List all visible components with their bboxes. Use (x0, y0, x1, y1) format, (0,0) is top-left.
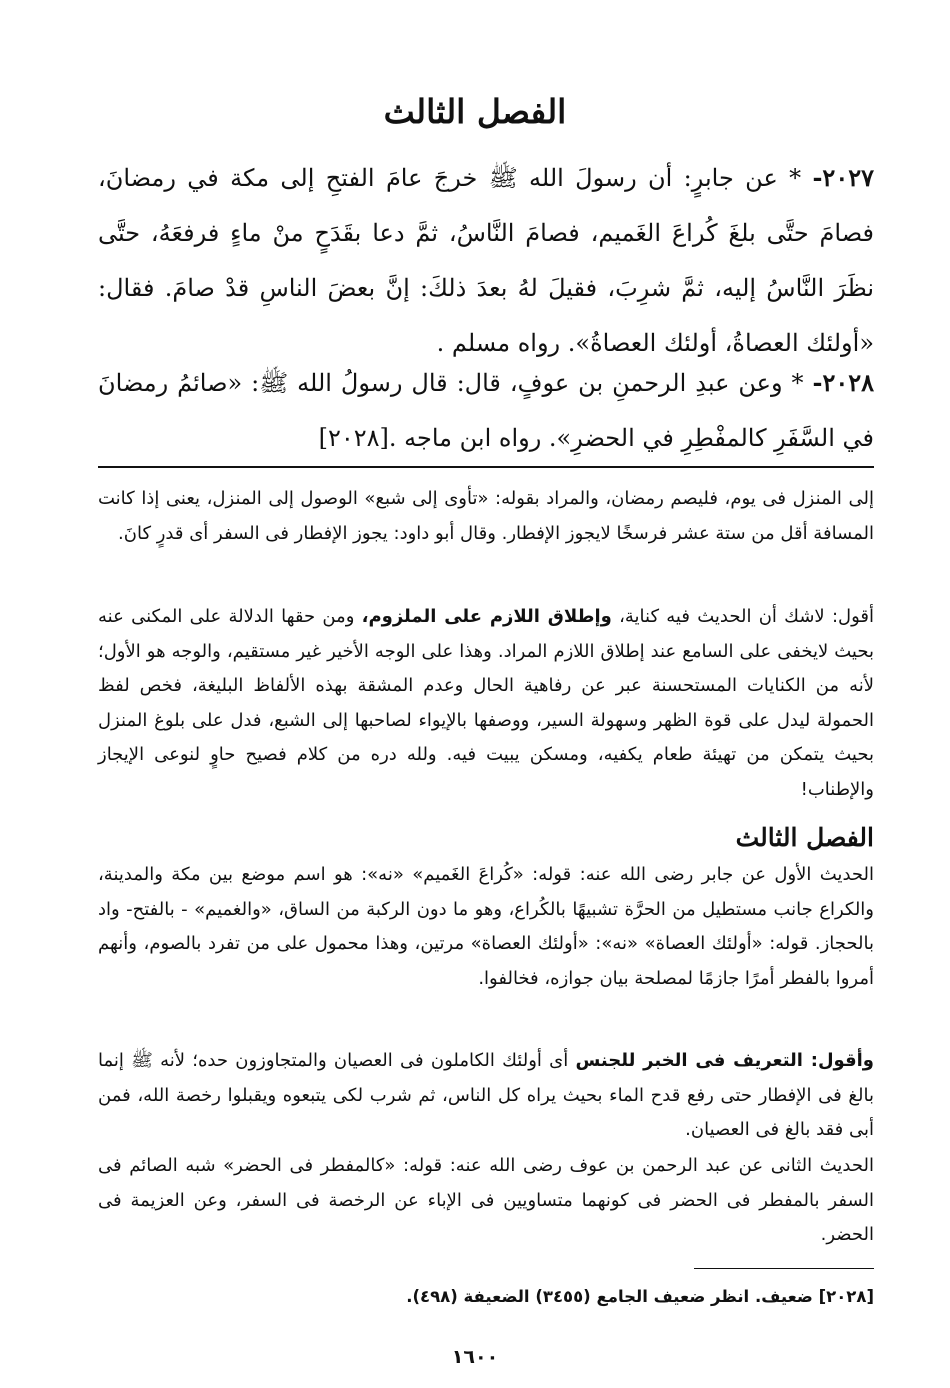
commentary-paragraph-2 (98, 600, 874, 807)
page-number: ١٦٠٠ (451, 1346, 499, 1368)
hadith-2027 (98, 150, 874, 371)
commentary-text: أى أولئك الكاملون فى العصيان والمتجاوزون حده؛ لأنه ﷺ إنما بالغ فى الإفطار حتى رفع قدح الماء بحيث يراه كل الناس، ثم شرب لكى يتبعوه ويقبلوا رخصة الله، فمن أبى فقد بالغ فى العصيان. (98, 1050, 874, 1140)
chapter-title: الفصل الثالث (383, 92, 567, 131)
commentary-paragraph-3: الحديث الأول عن جابر رضى الله عنه: قوله: «كُراعَ الغَميم» «نه»: هو اسم موضع بين مكة والمدينة، والكراع جانب مستطيل من الحرَّة تشبيهًا بالكُراع، وهو ما دون الركبة من الساق، «والغميم» - بالفتح- واد بالحجاز. قوله: «أولئك العصاة» «نه»: «أولئك العصاة» مرتين، وهذا محمول على من تفرد بالصوم، وأنهم أمروا بالفطر أمرًا جازمًا لمصلحة بيان جوازه، فخالفوا. (98, 864, 874, 989)
commentary-paragraph-5: الحديث الثانى عن عبد الرحمن بن عوف رضى الله عنه: قوله: «كالمفطر فى الحضر» شبه الصائم فى السفر بالمفطر فى الحضر فى كونهما متساويين فى الإباء عن الرخصة فى السفر، وعن العزيمة فى الحضر. (98, 1155, 874, 1245)
hadith-text: * وعن عبدِ الرحمنِ بن عوفٍ، قال: قال رسولُ الله ﷺ: «صائمُ رمضانَ في السَّفَرِ كالمفْطِرِ في الحضرِ». رواه ابن ماجه .[٢٠٢٨] (98, 369, 874, 452)
section-title: الفصل الثالث (735, 823, 874, 852)
commentary-text: ومن حقها الدلالة على المكنى عنه بحيث لايخفى على السامع عند إطلاق اللازم المراد. وهذا على الوجه الأخير غير مستقيم، والوجه هو الأول؛ لأنه من الكنايات المستحسنة عبر عن رفاهية الحال وعدم المشقة بهذه الألفاظ البليغة، فخص لفظ الحمولة ليدل على قوة الظهر وسهولة السير، ووصفها بالإيواء لصاحبها إلى الشبع، فدل على بلوغ المنزل بحيث يتمكن من تهيئة طعام يكفيه، ومسكن يبيت فيه. ولله دره من كلام فصيح حاوٍ لنوعى الإيجاز والإطناب! (98, 606, 874, 800)
separator-rule (98, 466, 874, 468)
commentary-paragraph-1: إلى المنزل فى يوم، فليصم رمضان، والمراد بقوله: «تأوى إلى شبع» الوصول إلى المنزل، يعنى إذا كانت المسافة أقل من ستة عشر فرسخًا لايجوز الإفطار. وقال أبو داود: يجوز الإفطار فى السفر أى قدرٍ كانَ. (98, 488, 874, 544)
footnote: [٢٠٢٨] ضعيف. انظر ضعيف الجامع (٣٤٥٥) الضعيفة (٤٩٨). (406, 1287, 874, 1306)
commentary-paragraph-4 (98, 1044, 874, 1148)
hadith-2028 (98, 355, 874, 466)
commentary-text: لاشك أن الحديث فيه كناية، (611, 606, 825, 627)
hadith-number: ٢٠٢٧- (812, 163, 874, 192)
commentary-emphasis: وإطلاق اللازم على الملزوم، (361, 606, 612, 627)
hadith-number: ٢٠٢٨- (812, 368, 874, 397)
hadith-text: * عن جابرٍ: أن رسولَ الله ﷺ خرجَ عامَ الفتحِ إلى مكة في رمضانَ، فصامَ حتَّى بلغَ كُراعَ الغَميم، فصامَ النَّاسُ، ثمَّ دعا بقَدَحٍ منْ ماءٍ فرفعَهُ، حتَّى نظَرَ النَّاسُ إليه، ثمَّ شرِبَ، فقيلَ لهُ بعدَ ذلكَ: إنَّ بعضَ الناسِ قدْ صامَ. فقال: «أولئك العصاةُ، أولئك العصاةُ». رواه مسلم . (98, 164, 874, 357)
footnote-rule (694, 1268, 874, 1269)
commentary-label: وأقول: التعريف فى الخبر للجنس (575, 1050, 874, 1071)
commentary-label: أقول: (831, 606, 874, 627)
